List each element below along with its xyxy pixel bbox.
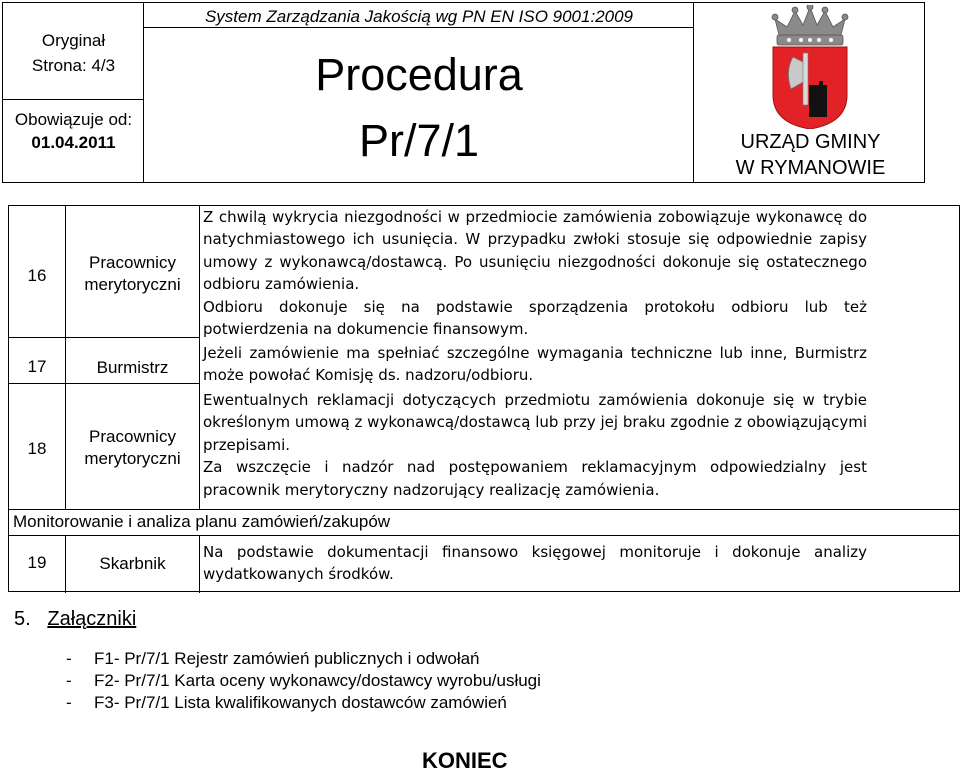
document-header xyxy=(2,2,925,183)
row-number: 17 xyxy=(27,357,47,376)
row-description xyxy=(203,206,867,340)
procedure-steps-table xyxy=(8,205,960,592)
section-number: 5. xyxy=(14,608,31,630)
description-paragraph: Z chwilą wykrycia niezgodności w przedmiocie zamówienia zobowiązuje wykonawcę do natychmiastowego ich usunięcia. W przypadku zwłoki stosuje się odpowiednie zapisy umowy z wykonawcą/dostawcą. Po usunięciu niezgodności dokonuje się ostatecznego odbioru zamówienia. xyxy=(203,208,867,294)
attachments-title: Załączniki xyxy=(47,608,137,630)
row-role: Pracownicy merytoryczni xyxy=(84,427,181,468)
description-paragraph: Odbioru dokonuje się na podstawie sporządzenia protokołu odbioru lub też potwierdzenia na dokumencie finansowym. xyxy=(203,297,867,339)
description-paragraph: Jeżeli zamówienie ma spełniać szczególne wymagania techniczne lub inne, Burmistrz może powołać Komisję ds. nadzoru/odbioru. xyxy=(203,344,867,385)
office-name: URZĄD GMINY xyxy=(740,131,881,153)
end-label: KONIEC xyxy=(422,748,508,773)
row-description xyxy=(203,342,867,387)
list-item xyxy=(66,670,541,692)
bullet: - xyxy=(66,671,72,690)
office-location: W RYMANOWIE xyxy=(735,157,886,179)
table-divider xyxy=(199,206,200,509)
header-divider xyxy=(3,99,143,100)
procedure-code: Pr/7/1 xyxy=(358,115,480,166)
original-label: Oryginał xyxy=(41,31,106,50)
valid-from-label: Obowiązuje od: xyxy=(14,110,133,129)
description-paragraph: Ewentualnych reklamacji dotyczących przedmiotu zamówienia dokonuje się w trybie określonym umową z wykonawcą/dostawcą lub przy jej braku zgodnie z obowiązującymi przepisami. xyxy=(203,391,867,454)
quality-system-label: System Zarządzania Jakością wg PN EN ISO 9001:2009 xyxy=(204,7,634,26)
bullet: - xyxy=(66,693,72,712)
description-paragraph: Za wszczęcie i nadzór nad postępowaniem reklamacyjnym odpowiedzialny jest pracownik merytoryczny nadzorujący realizację zamówienia. xyxy=(203,458,867,499)
table-divider xyxy=(9,509,960,510)
page-number: Strona: 4/3 xyxy=(31,56,116,75)
attachments-heading xyxy=(14,608,136,631)
attachment-text: F1- Pr/7/1 Rejestr zamówień publicznych i odwołań xyxy=(94,649,480,668)
list-item xyxy=(66,692,541,714)
row-role: Skarbnik xyxy=(99,554,166,573)
row-description xyxy=(203,541,867,586)
attachments-list xyxy=(66,648,541,714)
row-number: 18 xyxy=(27,439,47,458)
section-title: Monitorowanie i analiza planu zamówień/zakupów xyxy=(13,512,391,531)
row-role: Burmistrz xyxy=(96,358,169,377)
table-divider xyxy=(9,383,199,384)
row-number: 19 xyxy=(27,553,47,572)
procedure-title: Procedura xyxy=(315,49,523,100)
list-item xyxy=(66,648,541,670)
attachment-text: F3- Pr/7/1 Lista kwalifikowanych dostawców zamówień xyxy=(94,693,507,712)
row-role: Pracownicy merytoryczni xyxy=(84,253,181,294)
description-paragraph: Na podstawie dokumentacji finansowo księgowej monitoruje i dokonuje analizy wydatkowanych środków. xyxy=(203,543,867,584)
table-divider xyxy=(199,535,200,593)
valid-from-date: 01.04.2011 xyxy=(31,133,116,152)
table-divider xyxy=(9,337,199,338)
bullet: - xyxy=(66,649,72,668)
row-description xyxy=(203,389,867,501)
table-divider xyxy=(9,535,960,536)
attachment-text: F2- Pr/7/1 Karta oceny wykonawcy/dostawcy wyrobu/usługi xyxy=(94,671,541,690)
coat-of-arms-icon xyxy=(765,5,855,129)
header-divider xyxy=(143,27,693,28)
row-number: 16 xyxy=(27,266,47,285)
